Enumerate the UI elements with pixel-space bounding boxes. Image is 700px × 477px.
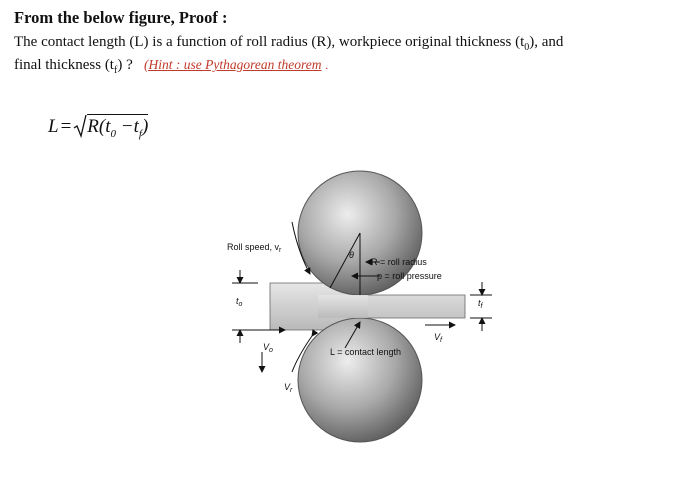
vr-label: $V_r$ (284, 382, 293, 394)
roll-speed-label: Roll speed, $v_r$ (227, 242, 282, 254)
subscript-f: f (113, 65, 118, 76)
question-line1-end: ), and (529, 34, 564, 50)
roll-radius-label: R = roll radius (371, 257, 427, 267)
tf-label: $t_f$ (478, 298, 483, 310)
theta-label: θ (349, 250, 354, 260)
subscript-0: 0 (524, 42, 530, 53)
formula-minus: −t (116, 116, 139, 137)
page-heading: From the below figure, Proof : (14, 8, 228, 27)
formula-sub-0: 0 (110, 127, 117, 140)
question-line2-end: ) ? (117, 57, 133, 73)
vf-label: $V_f$ (434, 332, 442, 344)
roll-pressure-label: p = roll pressure (377, 271, 442, 281)
hint-link[interactable]: (Hint : use Pythagorean theorem (143, 57, 322, 72)
lower-roll (298, 318, 422, 442)
formula-close: ) (141, 116, 149, 137)
question-line2: final thickness (t (14, 57, 114, 73)
v0-label: $V_o$ (263, 342, 273, 354)
formula-lhs: L (48, 116, 59, 137)
question-line1: The contact length (L) is a function of roll radius (R), workpiece original thickness (t (14, 34, 525, 50)
formula-equals: = (60, 116, 72, 137)
t0-label: $t_o$ (236, 296, 243, 308)
contact-length-label: L = contact length (330, 347, 401, 357)
formula-sub-f: f (138, 127, 142, 140)
strip-in-gap (318, 295, 368, 318)
hint-mark: . (325, 58, 329, 72)
formula-radicand-r: R(t (87, 116, 111, 137)
